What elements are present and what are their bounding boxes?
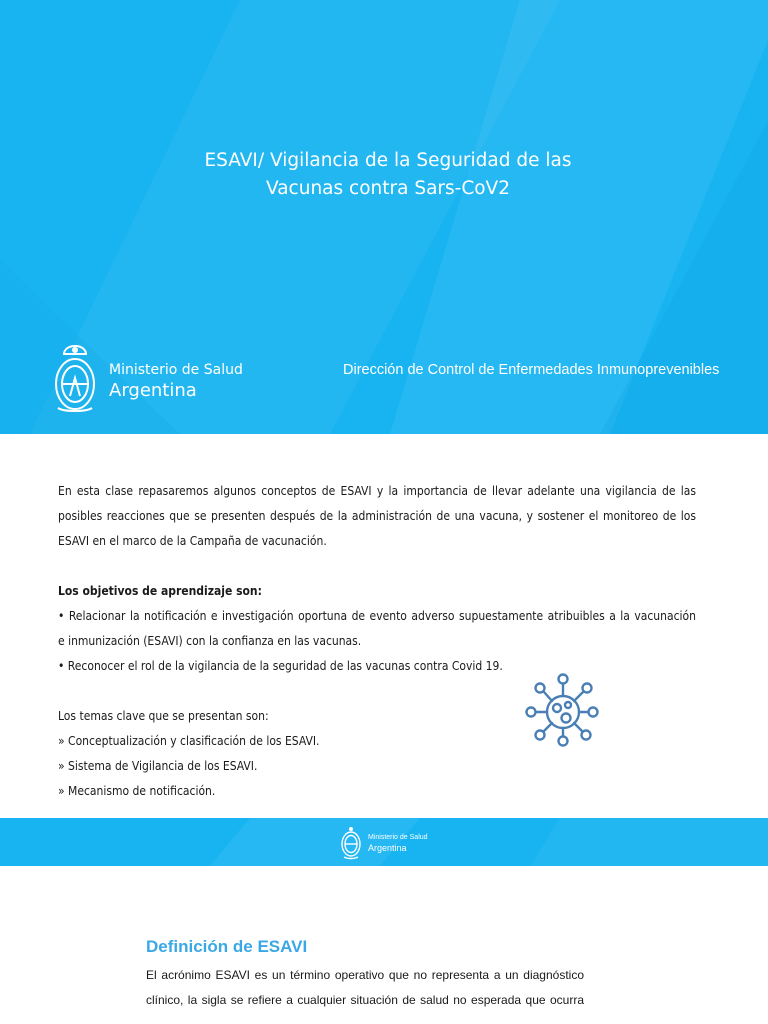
- objective-1-line-1: • Relacionar la notificación e investigación oportuna de evento adverso supuestamente atribuibles a la vacunación: [58, 609, 696, 623]
- intro-paragraph: [58, 484, 696, 559]
- band-logo-line-2: Argentina: [368, 843, 407, 853]
- band-logo: [340, 824, 428, 865]
- ministry-logo: [50, 342, 250, 416]
- coat-of-arms-icon: [340, 824, 364, 860]
- section-title: Definición de ESAVI: [146, 937, 308, 956]
- cover-banner: [0, 0, 768, 434]
- band-background-shapes: [0, 818, 768, 866]
- definition-paragraph: [146, 968, 584, 1018]
- cover-title: [0, 147, 768, 203]
- band-logo-line-1: Ministerio de Salud: [368, 834, 428, 841]
- department-name: Dirección de Control de Enfermedades Inmunoprevenibles: [343, 362, 720, 378]
- virus-icon: [520, 670, 610, 750]
- objectives-heading: Los objetivos de aprendizaje son:: [58, 584, 262, 598]
- intro-line-2: posibles reacciones que se presenten después de la administración de una vacuna, y sostener el monitoreo de los: [58, 509, 696, 523]
- coat-of-arms-icon: [50, 342, 100, 416]
- definition-line-2: clínico, la sigla se refiere a cualquier situación de salud no esperada que ocurra: [146, 993, 584, 1007]
- definition-line-1: El acrónimo ESAVI es un término operativo que no representa a un diagnóstico: [146, 968, 584, 982]
- topics-heading: Los temas clave que se presentan son:: [58, 709, 269, 723]
- page-body: [58, 484, 696, 809]
- topic-item: » Sistema de Vigilancia de los ESAVI.: [58, 759, 258, 773]
- intro-line-3: ESAVI en el marco de la Campaña de vacunación.: [58, 534, 327, 548]
- objective-1-line-2: e inmunización (ESAVI) con la confianza en las vacunas.: [58, 634, 362, 648]
- intro-line-1: En esta clase repasaremos algunos conceptos de ESAVI y la importancia de llevar adelante una vigilancia de las: [58, 484, 696, 498]
- cover-title-line-1: ESAVI/ Vigilancia de la Seguridad de las: [204, 150, 572, 171]
- ministry-logo-line-1: Ministerio de Salud: [109, 362, 243, 378]
- cover-title-line-2: Vacunas contra Sars-CoV2: [266, 178, 510, 199]
- ministry-logo-line-2: Argentina: [109, 380, 197, 401]
- footer-band: [0, 818, 768, 866]
- objective-2: • Reconocer el rol de la vigilancia de la seguridad de las vacunas contra Covid 19.: [58, 659, 503, 673]
- topic-item: » Conceptualización y clasificación de los ESAVI.: [58, 734, 320, 748]
- topic-item: » Mecanismo de notificación.: [58, 784, 216, 798]
